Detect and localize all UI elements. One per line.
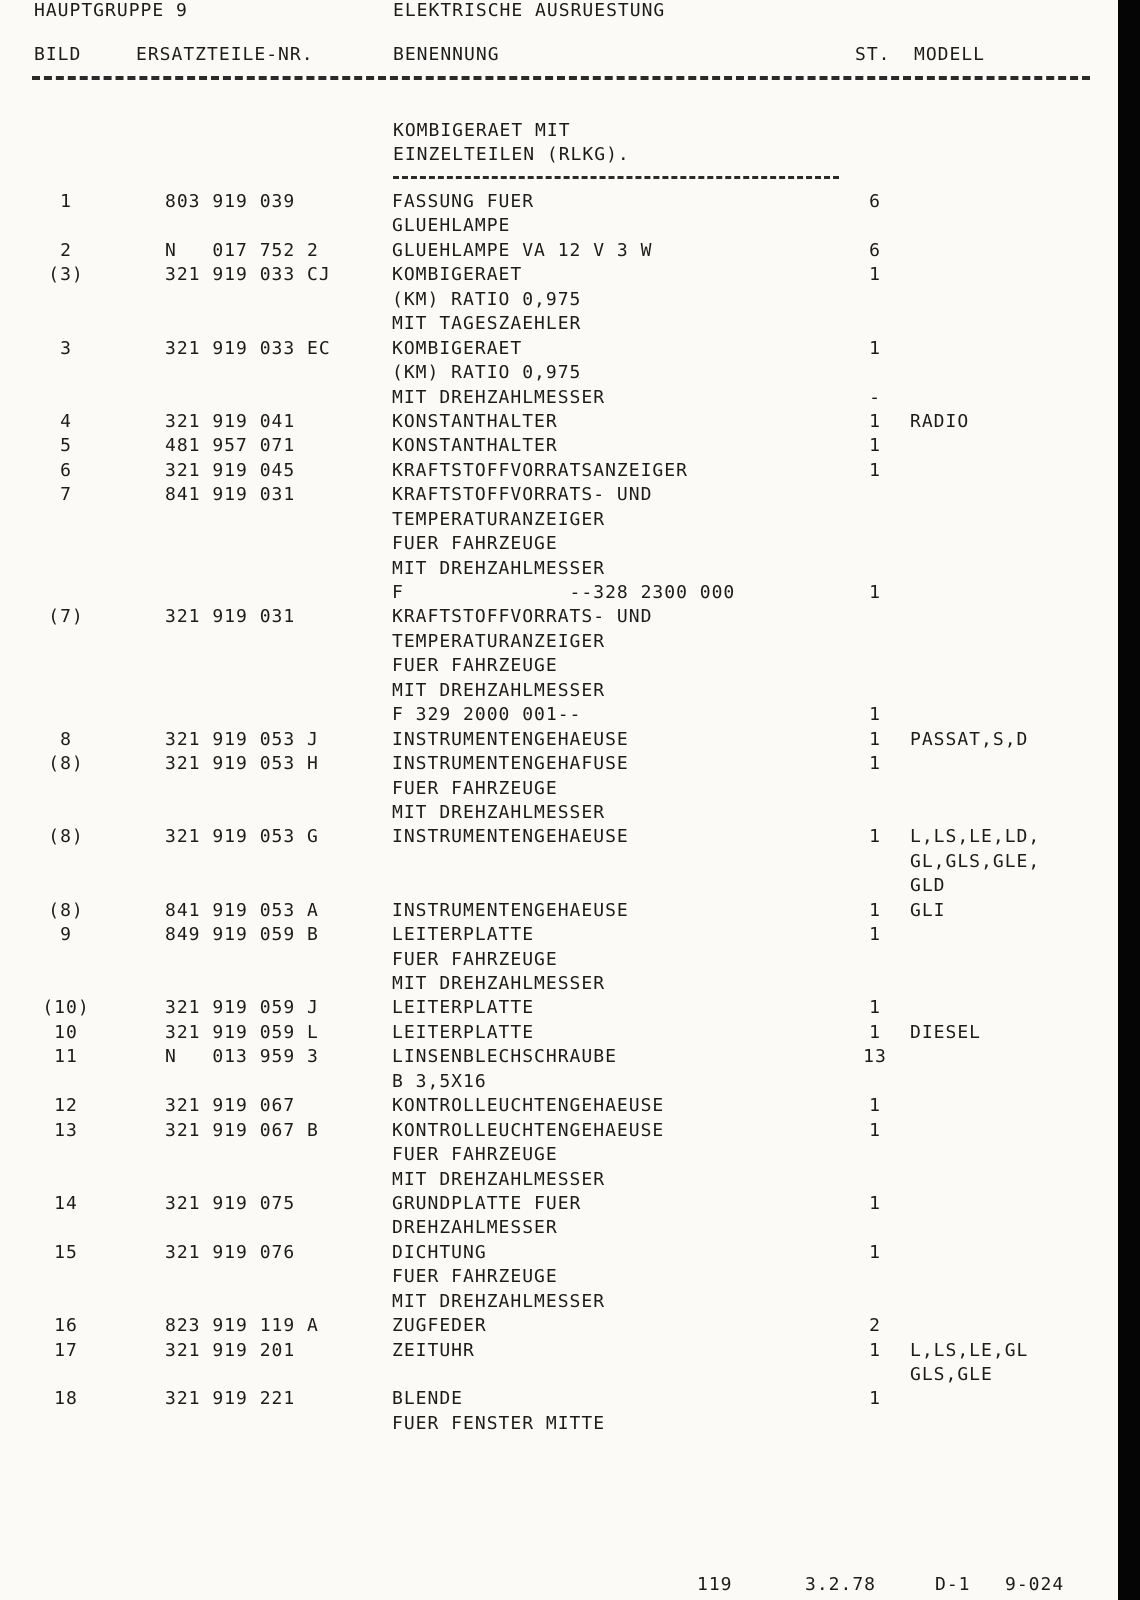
description-cell: B 3,5X16 (392, 1070, 487, 1092)
part-number-cell: 321 919 031 (165, 606, 296, 628)
table-row (0, 1265, 1116, 1289)
bild-cell: 12 (54, 1095, 78, 1117)
scan-edge-bar (1118, 0, 1140, 1600)
model-cell: PASSAT,S,D (910, 728, 1029, 750)
description-cell: MIT TAGESZAEHLER (392, 313, 582, 335)
quantity-cell: 2 (869, 1315, 881, 1337)
table-row (0, 1094, 1116, 1118)
table-row (0, 190, 1116, 214)
print-date: 3.2.78 (805, 1574, 877, 1595)
model-cell: GLD (910, 875, 946, 897)
description-cell: FUER FAHRZEUGE (392, 1144, 558, 1166)
table-row (0, 1021, 1116, 1045)
description-cell: MIT DREHZAHLMESSER (392, 679, 606, 701)
quantity-cell: 1 (869, 997, 881, 1019)
quantity-cell: 6 (869, 239, 881, 261)
description-cell: KRAFTSTOFFVORRATS- UND (392, 606, 653, 628)
table-row (0, 386, 1116, 410)
table-row (0, 948, 1116, 972)
table-row (0, 1387, 1116, 1411)
part-number-cell: 803 919 039 (165, 191, 296, 212)
quantity-cell: 1 (869, 704, 881, 726)
part-number-cell: 321 919 053 J (165, 728, 319, 750)
part-number-cell: 823 919 119 A (165, 1315, 319, 1337)
description-cell: F 329 2000 001-- (392, 704, 582, 726)
bild-cell: 5 (60, 435, 72, 457)
bild-cell: 8 (60, 728, 72, 750)
description-cell: INSTRUMENTENGEHAEUSE (392, 899, 629, 921)
description-cell: INSTRUMENTENGEHAEUSE (392, 728, 629, 750)
description-cell: F --328 2300 000 (392, 582, 736, 603)
table-row (0, 239, 1116, 263)
bild-cell: 11 (54, 1046, 78, 1068)
description-cell: MIT DREHZAHLMESSER (392, 386, 606, 408)
bild-cell: 18 (54, 1388, 78, 1410)
group-heading: HAUPTGRUPPE 9 (34, 0, 188, 21)
description-cell: LEITERPLATTE (392, 1021, 535, 1043)
table-row (0, 1363, 1116, 1387)
model-cell: GL,GLS,GLE, (910, 850, 1041, 872)
table-row (0, 508, 1116, 532)
quantity-cell: 1 (869, 1192, 881, 1214)
bild-cell: 3 (60, 337, 72, 359)
description-cell: KRAFTSTOFFVORRATS- UND (392, 484, 653, 506)
part-number-cell: N 013 959 3 (165, 1046, 319, 1068)
table-row (0, 557, 1116, 581)
description-cell: FUER FENSTER MITTE (392, 1412, 606, 1434)
part-number-cell: 321 919 045 (165, 459, 296, 481)
quantity-cell: 1 (869, 1339, 881, 1361)
table-row (0, 459, 1116, 483)
description-cell: ZUGFEDER (392, 1315, 487, 1337)
description-cell: FASSUNG FUER (392, 191, 535, 212)
table-row (0, 1168, 1116, 1192)
section-heading: ELEKTRISCHE AUSRUESTUNG (393, 0, 666, 21)
table-row (0, 752, 1116, 776)
table-row (0, 312, 1116, 336)
table-row (0, 1314, 1116, 1338)
bild-cell: 14 (54, 1192, 78, 1214)
part-number-cell: 841 919 031 (165, 484, 296, 506)
bild-cell: 9 (60, 924, 72, 946)
quantity-cell: 1 (869, 435, 881, 457)
description-cell: GLUEHLAMPE (392, 215, 511, 237)
table-row (0, 337, 1116, 361)
description-cell: MIT DREHZAHLMESSER (392, 801, 606, 823)
table-row (0, 801, 1116, 825)
quantity-cell: 1 (869, 899, 881, 921)
bild-cell: 17 (54, 1339, 78, 1361)
quantity-cell: 1 (869, 337, 881, 359)
bild-cell: (10) (42, 997, 90, 1019)
part-number-cell: 321 919 033 EC (165, 337, 331, 359)
quantity-cell: 1 (869, 1388, 881, 1410)
quantity-cell: 1 (869, 264, 881, 286)
bild-cell: 10 (54, 1021, 78, 1043)
table-row (0, 532, 1116, 556)
bild-cell: 15 (54, 1241, 78, 1263)
description-cell: INSTRUMENTENGEHAEUSE (392, 826, 629, 848)
description-cell: LINSENBLECHSCHRAUBE (392, 1046, 617, 1068)
description-cell: (KM) RATIO 0,975 (392, 362, 582, 384)
model-cell: GLI (910, 899, 946, 921)
part-number-cell: 321 919 201 (165, 1339, 296, 1361)
table-row (0, 972, 1116, 996)
part-number-cell: 321 919 053 G (165, 826, 319, 848)
description-cell: KRAFTSTOFFVORRATSANZEIGER (392, 459, 688, 481)
description-cell: DREHZAHLMESSER (392, 1217, 558, 1239)
table-row (0, 1412, 1116, 1436)
table-row (0, 825, 1116, 849)
table-row (0, 703, 1116, 727)
quantity-cell: 1 (869, 924, 881, 946)
description-cell: MIT DREHZAHLMESSER (392, 557, 606, 579)
description-cell: KOMBIGERAET (392, 264, 523, 286)
sheet-code: 9-024 (1005, 1574, 1065, 1595)
description-cell: MIT DREHZAHLMESSER (392, 1168, 606, 1190)
part-number-cell: 321 919 059 J (165, 997, 319, 1019)
bild-cell: 2 (60, 239, 72, 261)
quantity-cell: 1 (869, 1021, 881, 1043)
group-title-line2: EINZELTEILEN (RLKG). (393, 144, 630, 165)
description-cell: BLENDE (392, 1388, 464, 1410)
table-row (0, 654, 1116, 678)
description-cell: FUER FAHRZEUGE (392, 655, 558, 677)
quantity-cell: 1 (869, 1119, 881, 1141)
quantity-cell: 1 (869, 1241, 881, 1263)
column-header-part-number: ERSATZTEILE-NR. (136, 44, 314, 65)
bild-cell: 6 (60, 459, 72, 481)
model-cell: RADIO (910, 410, 970, 432)
header-separator (32, 76, 1090, 80)
quantity-cell: 1 (869, 459, 881, 481)
table-row (0, 630, 1116, 654)
description-cell: ZEITUHR (392, 1339, 475, 1361)
model-cell: DIESEL (910, 1021, 982, 1043)
part-number-cell: 321 919 053 H (165, 753, 319, 775)
column-header-name: BENENNUNG (393, 44, 500, 65)
description-cell: MIT DREHZAHLMESSER (392, 973, 606, 994)
part-number-cell: 321 919 041 (165, 410, 296, 432)
table-row (0, 1290, 1116, 1314)
table-row (0, 361, 1116, 385)
part-number-cell: N 017 752 2 (165, 239, 319, 261)
table-row (0, 777, 1116, 801)
quantity-cell: 1 (869, 1095, 881, 1117)
description-cell: KONSTANTHALTER (392, 410, 558, 432)
part-number-cell: 321 919 076 (165, 1241, 296, 1263)
bild-cell: (8) (48, 753, 84, 775)
part-number-cell: 841 919 053 A (165, 899, 319, 921)
table-row (0, 1119, 1116, 1143)
part-number-cell: 321 919 059 L (165, 1021, 319, 1043)
quantity-cell: 1 (869, 410, 881, 432)
quantity-cell: 6 (869, 191, 881, 212)
description-cell: DICHTUNG (392, 1241, 487, 1263)
parts-list (0, 190, 1116, 1436)
quantity-cell: - (869, 386, 881, 408)
table-row (0, 1339, 1116, 1363)
column-header-bild: BILD (34, 44, 82, 65)
table-row (0, 1241, 1116, 1265)
description-cell: FUER FAHRZEUGE (392, 777, 558, 799)
description-cell: KONSTANTHALTER (392, 435, 558, 457)
bild-cell: 4 (60, 410, 72, 432)
description-cell: INSTRUMENTENGEHAFUSE (392, 753, 629, 775)
description-cell: FUER FAHRZEUGE (392, 948, 558, 970)
description-cell: FUER FAHRZEUGE (392, 533, 558, 555)
model-cell: GLS,GLE (910, 1364, 993, 1385)
column-header-model: MODELL (914, 44, 986, 65)
table-row (0, 1192, 1116, 1216)
table-row (0, 899, 1116, 923)
table-row (0, 1070, 1116, 1094)
part-number-cell: 481 957 071 (165, 435, 296, 457)
part-number-cell: 849 919 059 B (165, 924, 319, 946)
table-row (0, 288, 1116, 312)
table-row (0, 923, 1116, 947)
part-number-cell: 321 919 075 (165, 1192, 296, 1214)
table-row (0, 483, 1116, 507)
table-row (0, 850, 1116, 874)
table-row (0, 410, 1116, 434)
part-number-cell: 321 919 067 (165, 1095, 296, 1117)
bild-cell: 13 (54, 1119, 78, 1141)
column-header-qty: ST. (855, 44, 891, 65)
part-number-cell: 321 919 221 (165, 1388, 296, 1410)
description-cell: KONTROLLEUCHTENGEHAEUSE (392, 1119, 665, 1141)
table-row (0, 874, 1116, 898)
description-cell: FUER FAHRZEUGE (392, 1266, 558, 1288)
model-cell: L,LS,LE,LD, (910, 826, 1041, 848)
quantity-cell: 1 (869, 582, 881, 603)
quantity-cell: 13 (863, 1046, 887, 1068)
description-cell: (KM) RATIO 0,975 (392, 288, 582, 310)
table-row (0, 1045, 1116, 1069)
description-cell: TEMPERATURANZEIGER (392, 630, 606, 652)
group-title-line1: KOMBIGERAET MIT (393, 120, 571, 141)
description-cell: LEITERPLATTE (392, 997, 535, 1019)
description-cell: TEMPERATURANZEIGER (392, 508, 606, 530)
bild-cell: 7 (60, 484, 72, 506)
table-row (0, 1216, 1116, 1240)
page-number: 119 (697, 1574, 733, 1595)
bild-cell: (3) (48, 264, 84, 286)
description-cell: KONTROLLEUCHTENGEHAEUSE (392, 1095, 665, 1117)
description-cell: KOMBIGERAET (392, 337, 523, 359)
bild-cell: (7) (48, 606, 84, 628)
part-number-cell: 321 919 067 B (165, 1119, 319, 1141)
bild-cell: 16 (54, 1315, 78, 1337)
table-row (0, 214, 1116, 238)
table-row (0, 1143, 1116, 1167)
description-cell: GRUNDPLATTE FUER (392, 1192, 582, 1214)
table-row (0, 581, 1116, 605)
quantity-cell: 1 (869, 753, 881, 775)
description-cell: GLUEHLAMPE VA 12 V 3 W (392, 239, 653, 261)
description-cell: LEITERPLATTE (392, 924, 535, 946)
quantity-cell: 1 (869, 728, 881, 750)
part-number-cell: 321 919 033 CJ (165, 264, 331, 286)
bild-cell: 1 (60, 191, 72, 212)
table-row (0, 728, 1116, 752)
bild-cell: (8) (48, 899, 84, 921)
reference-code: D-1 (935, 1574, 971, 1595)
title-underline (393, 176, 839, 179)
bild-cell: (8) (48, 826, 84, 848)
table-row (0, 996, 1116, 1020)
quantity-cell: 1 (869, 826, 881, 848)
table-row (0, 605, 1116, 629)
table-row (0, 679, 1116, 703)
model-cell: L,LS,LE,GL (910, 1339, 1029, 1361)
description-cell: MIT DREHZAHLMESSER (392, 1290, 606, 1312)
table-row (0, 263, 1116, 287)
table-row (0, 434, 1116, 458)
